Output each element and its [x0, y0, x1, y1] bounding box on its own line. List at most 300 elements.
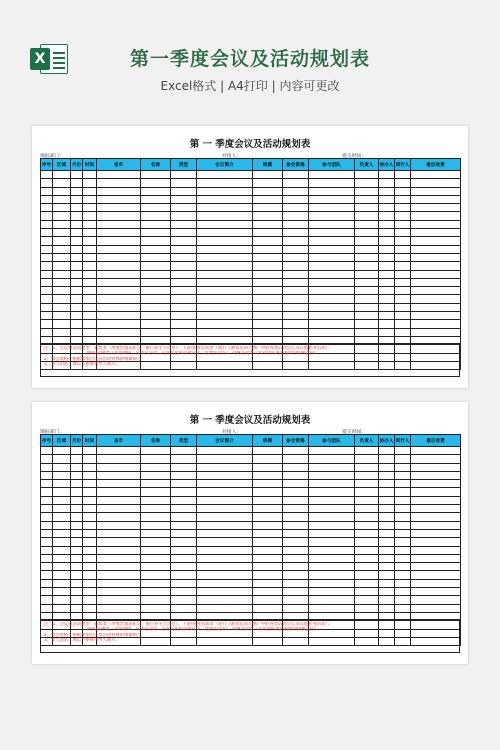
table-cell — [41, 179, 53, 187]
table-cell — [253, 538, 283, 546]
table-cell — [171, 278, 197, 286]
table-cell — [83, 604, 97, 612]
table-cell — [197, 237, 253, 245]
table-cell — [395, 471, 411, 479]
table-cell — [395, 171, 411, 179]
table-cell — [97, 187, 141, 195]
table-cell — [411, 195, 461, 203]
table-cell — [309, 229, 355, 237]
table-cell — [41, 312, 53, 320]
table-cell — [395, 571, 411, 579]
table-cell — [141, 270, 171, 278]
table-cell — [379, 262, 395, 270]
table-cell — [309, 538, 355, 546]
column-header: 序号 — [41, 159, 53, 171]
table-row — [41, 270, 461, 278]
table-cell — [253, 237, 283, 245]
table-cell — [53, 513, 71, 521]
table-cell — [395, 447, 411, 455]
table-cell — [395, 538, 411, 546]
table-cell — [71, 480, 83, 488]
table-cell — [171, 596, 197, 604]
table-cell — [53, 571, 71, 579]
table-cell — [355, 187, 379, 195]
table-cell — [141, 596, 171, 604]
table-row — [41, 455, 461, 463]
table-cell — [141, 588, 171, 596]
column-header: 参会资格 — [283, 435, 309, 447]
table-cell — [395, 195, 411, 203]
table-cell — [355, 229, 379, 237]
table-cell — [141, 471, 171, 479]
table-cell — [283, 245, 309, 253]
column-header: 月份 — [71, 159, 83, 171]
table-cell — [41, 571, 53, 579]
table-cell — [83, 546, 97, 554]
column-header: 会议简介 — [197, 159, 253, 171]
table-cell — [41, 471, 53, 479]
table-cell — [283, 488, 309, 496]
table-cell — [355, 554, 379, 562]
table-cell — [71, 179, 83, 187]
table-cell — [41, 554, 53, 562]
table-cell — [309, 505, 355, 513]
table-cell — [171, 604, 197, 612]
table-cell — [97, 287, 141, 295]
table-cell — [71, 229, 83, 237]
table-cell — [283, 563, 309, 571]
table-cell — [71, 312, 83, 320]
table-cell — [355, 505, 379, 513]
table-cell — [411, 505, 461, 513]
table-cell — [97, 303, 141, 311]
table-cell — [97, 179, 141, 187]
table-cell — [197, 604, 253, 612]
table-row — [41, 563, 461, 571]
table-cell — [171, 455, 197, 463]
table-cell — [141, 496, 171, 504]
table-cell — [197, 312, 253, 320]
table-cell — [309, 513, 355, 521]
table-cell — [41, 171, 53, 179]
table-cell — [411, 588, 461, 596]
table-cell — [141, 287, 171, 295]
table-cell — [97, 513, 141, 521]
table-cell — [97, 529, 141, 537]
table-cell — [197, 554, 253, 562]
table-cell — [309, 320, 355, 328]
table-cell — [411, 538, 461, 546]
table-cell — [411, 579, 461, 587]
table-cell — [83, 571, 97, 579]
table-cell — [309, 496, 355, 504]
table-cell — [83, 245, 97, 253]
table-cell — [83, 312, 97, 320]
table-cell — [97, 312, 141, 320]
table-cell — [309, 328, 355, 336]
table-cell — [41, 463, 53, 471]
table-cell — [355, 220, 379, 228]
table-cell — [253, 529, 283, 537]
table-cell — [171, 488, 197, 496]
table-cell — [83, 447, 97, 455]
table-row — [41, 278, 461, 286]
table-cell — [171, 187, 197, 195]
table-cell — [253, 596, 283, 604]
table-cell — [395, 529, 411, 537]
table-cell — [71, 588, 83, 596]
note-line: 2、参会资格：根据参加会议及活动特殊的维做填写 — [44, 632, 142, 638]
table-cell — [141, 604, 171, 612]
table-cell — [253, 229, 283, 237]
table-cell — [141, 529, 171, 537]
table-cell — [141, 488, 171, 496]
filler-label: 填报部门： — [40, 154, 64, 159]
table-cell — [41, 447, 53, 455]
column-header: 时间 — [83, 159, 97, 171]
table-cell — [411, 212, 461, 220]
table-cell — [171, 538, 197, 546]
table-cell — [283, 596, 309, 604]
table-cell — [41, 529, 53, 537]
table-cell — [53, 480, 71, 488]
table-cell — [411, 320, 461, 328]
table-cell — [71, 303, 83, 311]
plan-table — [40, 158, 461, 370]
table-cell — [197, 262, 253, 270]
table-row — [41, 204, 461, 212]
note-line: 2、参会资格：根据参加会议及活动特殊的维做填写 — [44, 356, 142, 362]
table-cell — [53, 303, 71, 311]
table-cell — [71, 204, 83, 212]
table-cell — [197, 212, 253, 220]
contact-label: 对接人： — [222, 154, 242, 159]
table-row — [41, 245, 461, 253]
table-row — [41, 471, 461, 479]
table-cell — [253, 278, 283, 286]
table-cell — [53, 320, 71, 328]
table-cell — [355, 596, 379, 604]
table-cell — [83, 563, 97, 571]
table-cell — [71, 220, 83, 228]
table-cell — [309, 463, 355, 471]
table-cell — [171, 505, 197, 513]
table-cell — [197, 579, 253, 587]
table-cell — [355, 529, 379, 537]
table-cell — [309, 571, 355, 579]
table-cell — [355, 204, 379, 212]
table-cell — [53, 187, 71, 195]
table-cell — [141, 262, 171, 270]
table-cell — [171, 195, 197, 203]
column-header: 会议简介 — [197, 435, 253, 447]
table-row — [41, 220, 461, 228]
table-cell — [41, 604, 53, 612]
table-row — [41, 187, 461, 195]
table-cell — [283, 455, 309, 463]
table-cell — [83, 538, 97, 546]
table-cell — [53, 596, 71, 604]
table-cell — [53, 505, 71, 513]
table-cell — [379, 212, 395, 220]
table-cell — [395, 287, 411, 295]
table-cell — [197, 513, 253, 521]
table-cell — [71, 237, 83, 245]
table-cell — [379, 447, 395, 455]
table-cell — [395, 278, 411, 286]
sheet-preview — [32, 126, 468, 388]
table-cell — [83, 187, 97, 195]
table-cell — [97, 278, 141, 286]
table-cell — [197, 245, 253, 253]
table-cell — [171, 270, 197, 278]
table-cell — [53, 554, 71, 562]
table-cell — [97, 496, 141, 504]
table-cell — [171, 171, 197, 179]
table-cell — [197, 171, 253, 179]
table-cell — [141, 312, 171, 320]
table-cell — [141, 538, 171, 546]
table-cell — [355, 171, 379, 179]
table-cell — [253, 187, 283, 195]
table-header-row — [41, 435, 461, 447]
table-cell — [355, 588, 379, 596]
table-cell — [253, 455, 283, 463]
table-cell — [309, 179, 355, 187]
table-cell — [171, 204, 197, 212]
table-cell — [411, 571, 461, 579]
table-cell — [71, 513, 83, 521]
table-cell — [309, 588, 355, 596]
table-cell — [197, 328, 253, 336]
table-cell — [283, 546, 309, 554]
table-cell — [283, 179, 309, 187]
table-cell — [253, 312, 283, 320]
table-cell — [71, 563, 83, 571]
table-row — [41, 312, 461, 320]
table-cell — [71, 320, 83, 328]
table-cell — [355, 287, 379, 295]
table-cell — [253, 204, 283, 212]
table-cell — [253, 295, 283, 303]
table-cell — [53, 521, 71, 529]
table-cell — [141, 328, 171, 336]
excel-icon: X — [30, 42, 68, 76]
table-cell — [395, 463, 411, 471]
table-cell — [283, 554, 309, 562]
table-cell — [309, 303, 355, 311]
table-cell — [411, 278, 461, 286]
table-row — [41, 496, 461, 504]
column-header: 参与团队 — [309, 159, 355, 171]
table-cell — [379, 171, 395, 179]
table-cell — [309, 295, 355, 303]
table-cell — [395, 212, 411, 220]
table-cell — [141, 579, 171, 587]
table-cell — [309, 563, 355, 571]
table-cell — [171, 463, 197, 471]
table-cell — [97, 195, 141, 203]
table-cell — [97, 563, 141, 571]
table-cell — [283, 513, 309, 521]
table-row — [41, 529, 461, 537]
table-cell — [355, 253, 379, 261]
table-row — [41, 447, 461, 455]
table-cell — [411, 295, 461, 303]
table-cell — [411, 229, 461, 237]
table-cell — [197, 455, 253, 463]
table-cell — [41, 303, 53, 311]
table-cell — [411, 253, 461, 261]
table-cell — [379, 496, 395, 504]
table-cell — [253, 604, 283, 612]
table-cell — [71, 262, 83, 270]
table-cell — [395, 187, 411, 195]
filler-label: 填报部门： — [40, 430, 64, 435]
table-cell — [379, 596, 395, 604]
table-cell — [379, 179, 395, 187]
table-cell — [141, 513, 171, 521]
table-cell — [141, 455, 171, 463]
table-cell — [97, 480, 141, 488]
table-cell — [379, 471, 395, 479]
table-row — [41, 262, 461, 270]
table-cell — [53, 195, 71, 203]
table-cell — [197, 596, 253, 604]
table-cell — [379, 463, 395, 471]
table-cell — [253, 179, 283, 187]
table-cell — [411, 563, 461, 571]
table-cell — [171, 496, 197, 504]
table-cell — [97, 204, 141, 212]
table-cell — [97, 171, 141, 179]
table-cell — [97, 447, 141, 455]
table-header-row — [41, 159, 461, 171]
table-cell — [41, 187, 53, 195]
table-cell — [71, 546, 83, 554]
table-cell — [53, 270, 71, 278]
table-cell — [309, 529, 355, 537]
table-row — [41, 237, 461, 245]
page-subtitle: Excel格式 | A4打印 | 内容可更改 — [160, 79, 340, 93]
table-cell — [71, 287, 83, 295]
notes-box — [40, 343, 460, 377]
table-cell — [379, 529, 395, 537]
table-cell — [141, 237, 171, 245]
table-cell — [253, 328, 283, 336]
table-cell — [41, 546, 53, 554]
table-cell — [379, 480, 395, 488]
table-cell — [411, 179, 461, 187]
table-cell — [41, 195, 53, 203]
table-cell — [253, 571, 283, 579]
table-cell — [97, 546, 141, 554]
submit-time-label: 提交时间： — [342, 154, 366, 159]
table-cell — [197, 496, 253, 504]
column-header: 参会资格 — [283, 159, 309, 171]
table-cell — [355, 328, 379, 336]
table-cell — [171, 253, 197, 261]
table-cell — [141, 571, 171, 579]
table-row — [41, 596, 461, 604]
table-cell — [71, 245, 83, 253]
table-cell — [253, 195, 283, 203]
table-cell — [253, 253, 283, 261]
column-header: 协办人 — [379, 159, 395, 171]
table-cell — [53, 287, 71, 295]
table-cell — [355, 320, 379, 328]
table-cell — [355, 278, 379, 286]
table-cell — [53, 496, 71, 504]
table-cell — [141, 447, 171, 455]
table-cell — [283, 496, 309, 504]
table-cell — [197, 563, 253, 571]
table-cell — [171, 546, 197, 554]
table-cell — [355, 447, 379, 455]
table-cell — [41, 220, 53, 228]
table-cell — [53, 220, 71, 228]
table-cell — [71, 571, 83, 579]
table-cell — [309, 287, 355, 295]
table-cell — [411, 447, 461, 455]
table-cell — [379, 270, 395, 278]
table-cell — [355, 245, 379, 253]
contact-label: 对接人： — [222, 430, 242, 435]
table-cell — [411, 455, 461, 463]
column-header: 类型 — [171, 159, 197, 171]
table-cell — [411, 262, 461, 270]
sheet-title: 第 一 季度会议及活动规划表 — [189, 415, 311, 426]
table-cell — [83, 529, 97, 537]
table-cell — [283, 303, 309, 311]
table-cell — [41, 295, 53, 303]
table-cell — [411, 496, 461, 504]
table-cell — [97, 571, 141, 579]
table-cell — [197, 303, 253, 311]
table-cell — [309, 262, 355, 270]
table-cell — [309, 471, 355, 479]
table-cell — [83, 229, 97, 237]
table-cell — [309, 521, 355, 529]
table-cell — [283, 579, 309, 587]
table-cell — [253, 480, 283, 488]
table-cell — [53, 245, 71, 253]
table-cell — [83, 179, 97, 187]
table-cell — [83, 579, 97, 587]
table-cell — [141, 212, 171, 220]
table-cell — [355, 270, 379, 278]
table-cell — [141, 171, 171, 179]
table-cell — [283, 505, 309, 513]
table-cell — [411, 171, 461, 179]
table-row — [41, 554, 461, 562]
table-row — [41, 505, 461, 513]
table-cell — [197, 480, 253, 488]
table-cell — [395, 496, 411, 504]
table-cell — [379, 295, 395, 303]
table-cell — [283, 295, 309, 303]
table-cell — [83, 287, 97, 295]
table-cell — [41, 212, 53, 220]
table-cell — [197, 287, 253, 295]
table-cell — [97, 505, 141, 513]
table-cell — [379, 237, 395, 245]
table-cell — [395, 229, 411, 237]
table-cell — [71, 471, 83, 479]
table-cell — [97, 471, 141, 479]
table-cell — [197, 505, 253, 513]
table-cell — [283, 521, 309, 529]
